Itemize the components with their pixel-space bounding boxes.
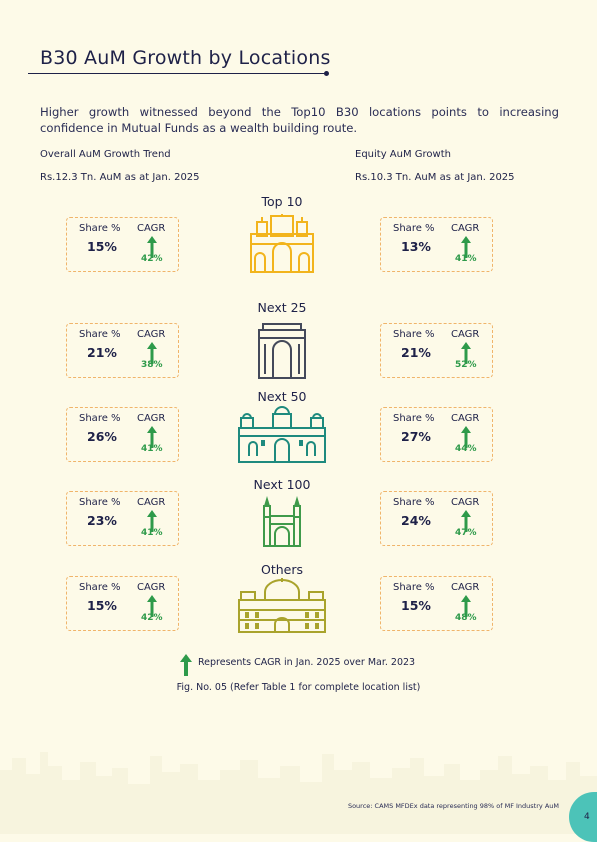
cagr-value: 48% — [455, 613, 477, 623]
cagr-value: 42% — [141, 613, 163, 623]
cagr-value: 52% — [455, 360, 477, 370]
tier-label-next25: Next 25 — [257, 300, 307, 315]
cagr-label: CAGR — [451, 497, 480, 508]
overall-card-next100 — [66, 491, 179, 546]
tier-label-others: Others — [260, 562, 303, 577]
palace-icon — [237, 406, 327, 464]
overall-card-next25 — [66, 323, 179, 378]
cagr-value: 47% — [455, 528, 477, 538]
tier-label-next100: Next 100 — [253, 477, 311, 492]
cagr-label: CAGR — [451, 223, 480, 234]
cagr-label: CAGR — [137, 329, 166, 340]
cagr-label: CAGR — [451, 582, 480, 593]
share-value: 27% — [401, 429, 431, 444]
overall-card-top10 — [66, 217, 179, 272]
share-label: Share % — [393, 413, 435, 424]
equity-card-next25 — [380, 323, 493, 378]
cagr-label: CAGR — [451, 413, 480, 424]
share-label: Share % — [393, 329, 435, 340]
overall-card-others — [66, 576, 179, 631]
title-underline-dot — [324, 71, 329, 76]
cagr-value: 41% — [141, 528, 163, 538]
cagr-value: 44% — [455, 444, 477, 454]
cagr-value: 38% — [141, 360, 163, 370]
cagr-value: 41% — [141, 444, 163, 454]
cagr-value: 42% — [141, 254, 163, 264]
cagr-label: CAGR — [137, 413, 166, 424]
share-label: Share % — [79, 329, 121, 340]
cagr-label: CAGR — [137, 497, 166, 508]
tier-label-top10: Top 10 — [261, 194, 303, 209]
share-value: 13% — [401, 239, 431, 254]
equity-card-others — [380, 576, 493, 631]
intro-paragraph: Higher growth witnessed beyond the Top10 B30 locations points to increasing confidence in Mutual Funds as a wealth building route. — [40, 105, 559, 135]
title-underline — [28, 73, 326, 74]
share-label: Share % — [79, 582, 121, 593]
equity-aum: Rs.10.3 Tn. AuM as at Jan. 2025 — [355, 172, 515, 183]
equity-card-top10 — [380, 217, 493, 272]
share-value: 15% — [87, 598, 117, 613]
share-label: Share % — [393, 497, 435, 508]
cagr-label: CAGR — [137, 582, 166, 593]
share-label: Share % — [79, 223, 121, 234]
share-label: Share % — [393, 582, 435, 593]
cagr-label: CAGR — [137, 223, 166, 234]
equity-card-next50 — [380, 407, 493, 462]
share-value: 23% — [87, 513, 117, 528]
page-title: B30 AuM Growth by Locations — [40, 47, 331, 69]
share-value: 15% — [87, 239, 117, 254]
overall-heading: Overall AuM Growth Trend — [40, 149, 171, 160]
cagr-label: CAGR — [451, 329, 480, 340]
share-label: Share % — [79, 497, 121, 508]
share-value: 24% — [401, 513, 431, 528]
legend-text: Represents CAGR in Jan. 2025 over Mar. 2023 — [198, 657, 416, 668]
share-label: Share % — [393, 223, 435, 234]
cagr-value: 41% — [455, 254, 477, 264]
tier-label-next50: Next 50 — [257, 389, 307, 404]
city-skyline-decoration — [0, 740, 597, 834]
source-note: Source: CAMS MFDEx data representing 98% of MF Industry AuM — [347, 802, 559, 810]
charminar-icon — [262, 492, 302, 548]
share-label: Share % — [79, 413, 121, 424]
share-value: 21% — [401, 345, 431, 360]
equity-heading: Equity AuM Growth — [355, 149, 451, 160]
equity-card-next100 — [380, 491, 493, 546]
figure-caption: Fig. No. 05 (Refer Table 1 for complete location list) — [176, 682, 421, 693]
share-value: 15% — [401, 598, 431, 613]
gateway-of-india-icon — [249, 214, 315, 274]
share-value: 21% — [87, 345, 117, 360]
overall-card-next50 — [66, 407, 179, 462]
legend-up-arrow-icon — [180, 654, 192, 676]
heritage-building-icon — [237, 578, 327, 634]
share-value: 26% — [87, 429, 117, 444]
overall-aum: Rs.12.3 Tn. AuM as at Jan. 2025 — [40, 172, 200, 183]
india-gate-icon — [257, 322, 307, 380]
page-number: 4 — [584, 812, 590, 822]
